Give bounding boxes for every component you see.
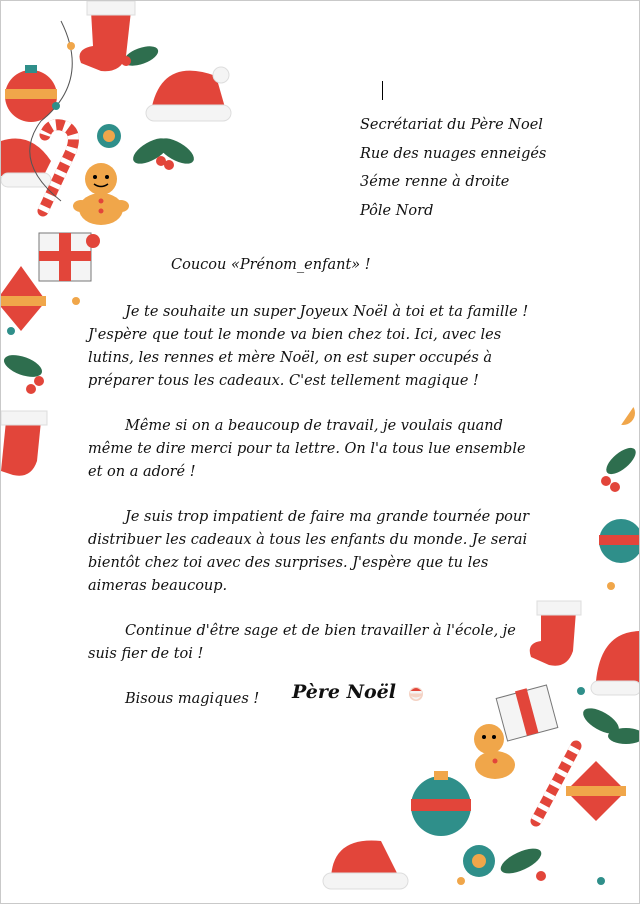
letter-paragraph: Continue d'être sage et de bien travailler à l'école, je suis fier de toi ! <box>88 623 516 662</box>
santa-hat-icon <box>1 139 51 188</box>
letter-paragraph: Je te souhaite un super Joyeux Noël à toi et ta famille ! J'espère que tout le monde va bien chez toi. Ici, avec les lutins, les rennes et mère Noël, on est super occupés à préparer tous les cadeaux. C'est tellement magique ! <box>88 304 529 389</box>
christmas-ornament-icon <box>463 845 495 877</box>
letter-body <box>88 301 538 733</box>
santa-hat-icon <box>323 841 408 890</box>
address-line: Secrétariat du Père Noel <box>360 117 543 133</box>
address-line: 3éme renne à droite <box>360 174 510 190</box>
santa-hat-icon <box>146 67 231 121</box>
letter-paragraph: Même si on a beaucoup de travail, je voulais quand même te dire merci pour ta lettre. On l'a tous lue ensemble et on a adoré ! <box>88 418 526 480</box>
recipient-address <box>360 111 546 225</box>
gingerbread-man-icon <box>611 401 635 425</box>
address-line: Rue des nuages enneigés <box>360 145 547 162</box>
letter-paragraph: Bisous magiques ! <box>125 691 260 707</box>
santa-emoji-icon <box>407 684 425 702</box>
gingerbread-man-icon <box>73 163 129 225</box>
holly-icon <box>601 443 640 492</box>
holly-icon <box>579 703 640 744</box>
address-line: Pôle Nord <box>360 202 434 219</box>
candy-cane-icon <box>536 746 576 821</box>
signature-text: Père Noël <box>292 681 396 703</box>
holly-icon <box>129 133 198 170</box>
christmas-ornament-icon <box>97 124 121 148</box>
holly-icon <box>1 351 45 394</box>
gift-box-icon <box>39 233 100 281</box>
christmas-ornament-icon <box>566 761 626 821</box>
letter-paragraph: Je suis trop impatient de faire ma grande tournée pour distribuer les cadeaux à tous les enfants du monde. Je serai bientôt chez toi avec des surprises. J'espère que tu les aimeras beaucoup. <box>88 509 530 594</box>
christmas-ornament-icon <box>599 519 640 563</box>
christmas-ornament-icon <box>411 771 471 836</box>
santa-hat-icon <box>591 631 640 695</box>
stocking-icon <box>1 411 47 476</box>
holly-icon <box>497 844 546 881</box>
text-cursor <box>382 81 383 100</box>
letter-greeting: Coucou «Prénom_enfant» ! <box>171 257 371 273</box>
letter-signature <box>292 681 425 703</box>
